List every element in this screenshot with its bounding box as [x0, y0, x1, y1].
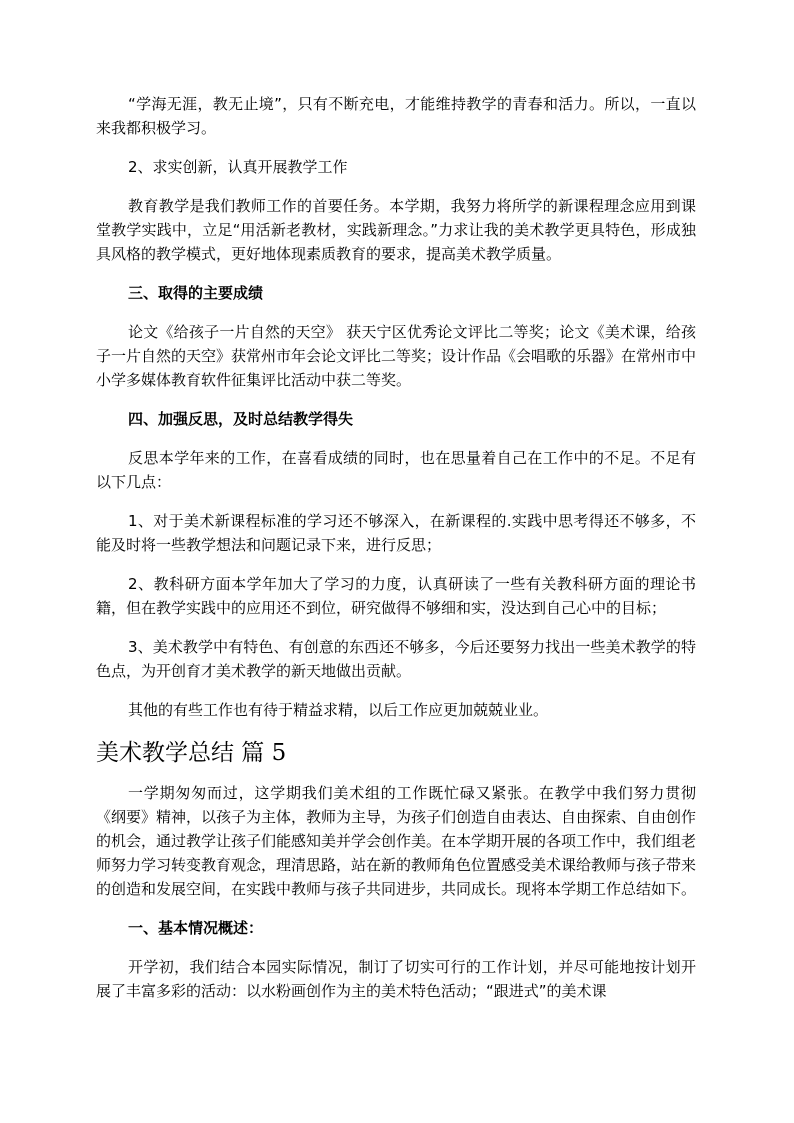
list-item: 3、美术教学中有特色、有创意的东西还不够多，今后还要努力找出一些美术教学的特色点，为开创育才美术教学的新天地做出贡献。	[96, 638, 696, 680]
paragraph: 一学期匆匆而过，这学期我们美术组的工作既忙碌又紧张。在教学中我们努力贯彻《纲要》精神，以孩子为主体，教师为主导，为孩子们创造自由表达、自由探索、自由创作的机会，通过教学让孩子们能感知美并学会创作美。在本学期开展的各项工作中，我们组老师努力学习转变教育观念，理清思路，站在新的教师角色位置感受美术课给教师与孩子带来的创造和发展空间，在实践中教师与孩子共同进步，共同成长。现将本学期工作总结如下。	[96, 784, 697, 898]
paragraph: 论文《给孩子一片自然的天空》 获天宁区优秀论文评比二等奖；论文《美术课，给孩子一片自然的天空》获常州市年会论文评比二等奖；设计作品《会唱歌的乐器》在常州市中小学多媒体教育软件征集评比活动中获二等奖。	[96, 323, 697, 389]
section-heading: 三、取得的主要成绩	[128, 284, 264, 302]
section-title: 美术教学总结 篇 5	[96, 740, 287, 766]
section-heading: 一、基本情况概述：	[128, 919, 264, 937]
section-heading: 四、加强反思，及时总结教学得失	[128, 410, 354, 428]
paragraph: 反思本学年来的工作，在喜看成绩的同时，也在思量着自己在工作中的不足。不足有以下几点：	[96, 449, 696, 491]
document-page	[96, 92, 696, 1018]
paragraph: “学海无涯，教无止境”，只有不断充电，才能维持教学的青春和活力。所以，一直以来我都积极学习。	[96, 95, 696, 137]
subheading: 2、求实创新，认真开展教学工作	[128, 158, 348, 176]
paragraph: 教育教学是我们教师工作的首要任务。本学期，我努力将所学的新课程理念应用到课堂教学实践中，立足“用活新老教材，实践新理念。”力求让我的美术教学更具特色，形成独具风格的教学模式，更好地体现素质教育的要求，提高美术教学质量。	[96, 197, 696, 263]
list-item: 1、对于美术新课程标准的学习还不够深入，在新课程的.实践中思考得还不够多，不能及时将一些教学想法和问题记录下来，进行反思；	[96, 512, 696, 554]
list-item: 2、教科研方面本学年加大了学习的力度，认真研读了一些有关教科研方面的理论书籍，但在教学实践中的应用还不到位，研究做得不够细和实，没达到自己心中的目标；	[96, 575, 696, 617]
paragraph: 其他的有些工作也有待于精益求精，以后工作应更加兢兢业业。	[128, 701, 549, 719]
paragraph: 开学初，我们结合本园实际情况，制订了切实可行的工作计划，并尽可能地按计划开展了丰富多彩的活动：以水粉画创作为主的美术特色活动；“跟进式”的美术课	[96, 958, 696, 1000]
